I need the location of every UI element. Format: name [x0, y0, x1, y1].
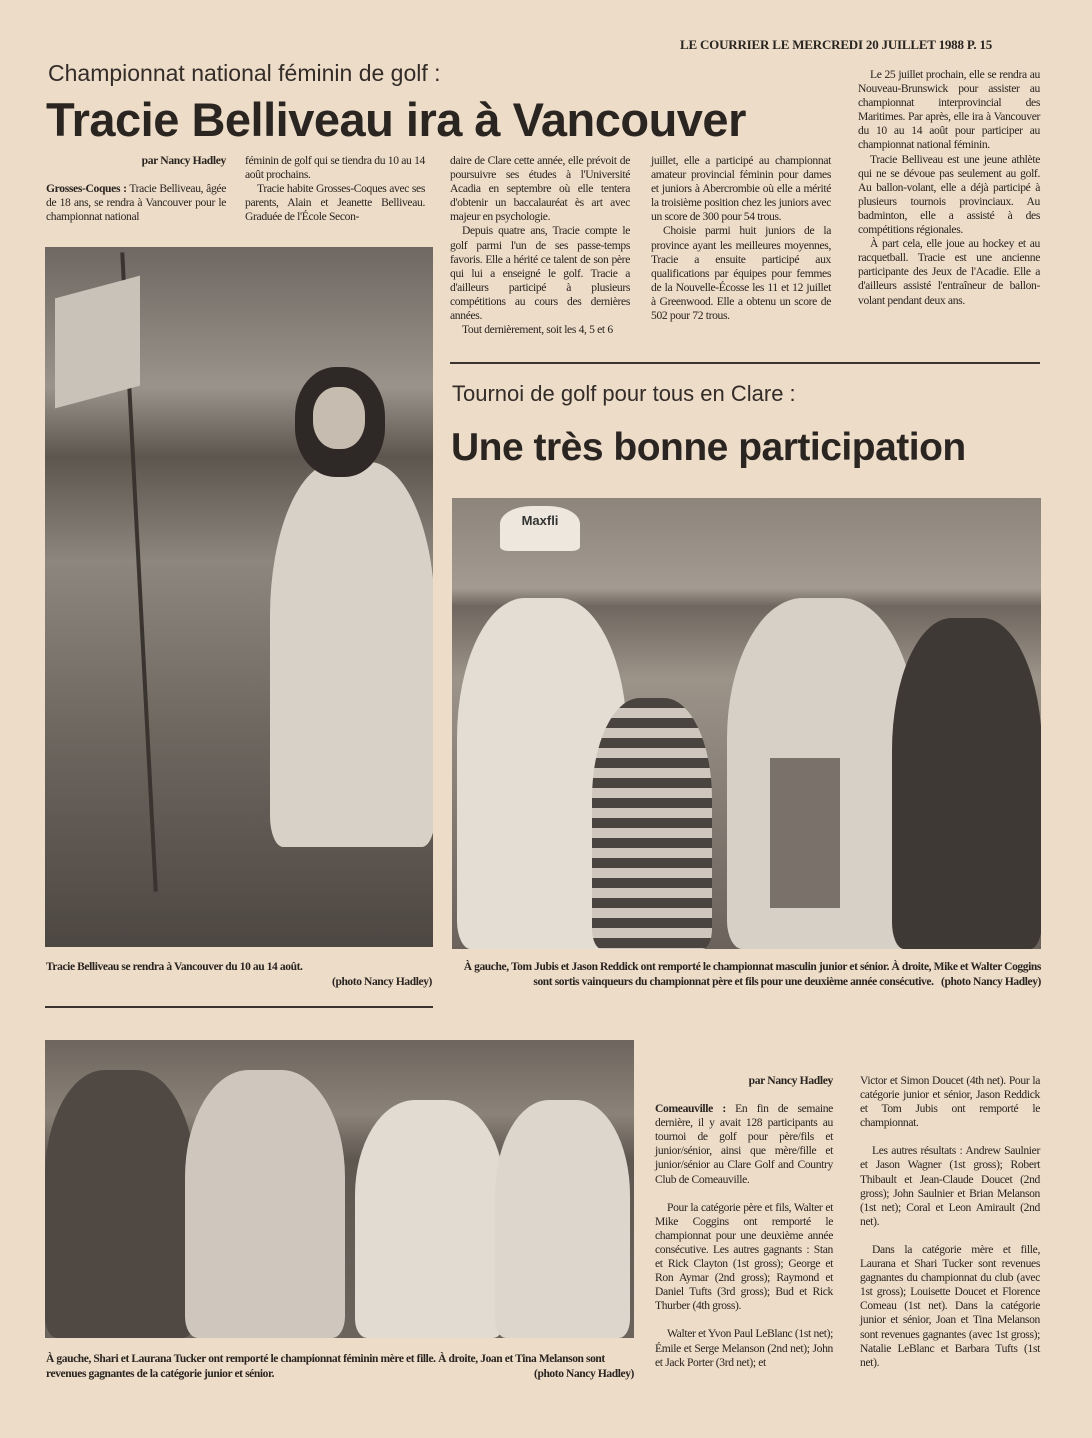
dateline: Grosses-Coques : — [46, 182, 127, 196]
article2-column-b — [860, 1074, 1040, 1370]
paragraph: Tout dernièrement, soit les 4, 5 et 6 — [462, 323, 613, 337]
paragraph: Victor et Simon Doucet (4th net). Pour la catégorie junior et sénior, Jason Reddick et Tom Jubis ont remporté le championnat. — [860, 1074, 1040, 1130]
byline: par Nancy Hadley — [141, 154, 226, 167]
photo-credit: (photo Nancy Hadley) — [941, 976, 1041, 988]
photo2-caption — [452, 960, 1041, 990]
article1-headline: Tracie Belliveau ira à Vancouver — [46, 93, 746, 146]
photo1-caption: Tracie Belliveau se rendra à Vancouver du 10 au 14 août. — [46, 961, 303, 973]
paragraph: Tracie habite Grosses-Coques avec ses parents, Alain et Jeanette Belliveau. Graduée de l'École Secon- — [245, 182, 425, 224]
photo-mother-daughter-winners — [45, 1040, 634, 1338]
photo-junior-senior-winners — [452, 498, 1041, 949]
flag — [55, 276, 140, 409]
dateline: Comeauville : — [655, 1102, 726, 1116]
paragraph: Dans la catégorie mère et fille, Laurana et Shari Tucker sont revenues gagnantes du championnat du club (avec 1st gross); Louisette Doucet et Florence Comeau (1st net). Dans la catégorie junior et sénior, Joan et Tina Melanson sont revenues gagnantes (avec 1st gross); Natalie LeBlanc et Barbara Tufts (1st net). — [860, 1242, 1040, 1369]
paragraph: daire de Clare cette année, elle prévoit de poursuivre ses études à l'Université Acadia en septembre où elle tentera d'obtenir un baccalauréat ès art avec majeur en psychologie. — [450, 154, 630, 224]
article1-column-3 — [450, 154, 630, 337]
person-walter-coggins — [892, 618, 1041, 949]
paragraph: Les autres résultats : Andrew Saulnier et Jason Wagner (1st gross); Robert Thibault et Jean-Claude Doucet (2nd gross); John Saulnier et Brian Melanson (1st net); Coral et Leon Amirault (2nd net). — [860, 1144, 1040, 1228]
divider — [450, 362, 1040, 364]
person-tina-melanson — [495, 1100, 630, 1338]
paragraph: féminin de golf qui se tiendra du 10 au 14 août prochains. — [245, 154, 425, 182]
paragraph: Depuis quatre ans, Tracie compte le golf parmi l'un de ses passe-temps favoris. Elle a hérité ce talent de son père qui lui a enseigné le golf. Tracie a d'ailleurs participé à plusieurs compétitions au cours des dernières années. — [450, 224, 630, 323]
article1-column-4 — [651, 154, 831, 323]
paragraph: Walter et Yvon Paul LeBlanc (1st net); Émile et Serge Melanson (2nd net); John et Jack Porter (3rd net); et — [655, 1327, 833, 1369]
article1-kicker: Championnat national féminin de golf : — [48, 60, 441, 86]
photo1-credit: (photo Nancy Hadley) — [332, 976, 432, 988]
face — [313, 387, 365, 449]
person-laurana-tucker — [185, 1070, 345, 1338]
person-tracie — [270, 462, 433, 847]
paragraph: Tracie Belliveau, âgée de 18 ans, se rendra à Vancouver pour le championnat national — [46, 182, 226, 224]
trophy — [770, 758, 840, 908]
person-jason-reddick — [592, 698, 712, 949]
paragraph: juillet, elle a participé au championnat amateur provincial féminin pour dames et juniors à Abercrombie où elle a mérité la troisième position chez les juniors avec un score de 300 pour 54 trous. — [651, 154, 831, 224]
paragraph: Pour la catégorie père et fils, Walter et Mike Coggins ont remporté le championnat pour une deuxième année consécutive. Les autres gagnants : Stan et Rick Clayton (1st gross); George et Ron Aymar (2nd gross); Raymond et Daniel Tufts (3rd gross); Bud et Rick Thurber (4th gross). — [655, 1200, 833, 1313]
paragraph: Tracie Belliveau est une jeune athlète qui ne se dévoue pas seulement au golf. Au ballon-volant, elle a déjà participé à plusieurs tournois provinciaux. Au badminton, elle a assisté à des compétitions régionales. — [858, 152, 1040, 237]
paragraph: Le 25 juillet prochain, elle se rendra au Nouveau-Brunswick pour assister au championnat interprovincial des Maritimes. Par après, elle ira à Vancouver du 10 au 14 août pour participer au championnat national féminin. — [858, 68, 1040, 152]
paragraph: Choisie parmi huit juniors de la province ayant les meilleures moyennes, Tracie a ensuite participé aux qualifications par équipes pour femmes de la Nouvelle-Écosse les 11 et 12 juillet à Greenwood. Elle a obtenu un score de 502 pour 72 trous. — [651, 224, 831, 323]
person-joan-melanson — [355, 1100, 505, 1338]
article2-column-a — [655, 1074, 833, 1370]
caption-text: À gauche, Shari et Laurana Tucker ont remporté le championnat féminin mère et fille. À droite, Joan et Tina Melanson sont revenues gagnantes de la catégorie junior et sénior. — [46, 1353, 605, 1380]
page-folio: LE COURRIER LE MERCREDI 20 JUILLET 1988 P. 15 — [680, 37, 993, 52]
cap-logo: Maxfli — [500, 506, 580, 551]
article2-kicker: Tournoi de golf pour tous en Clare : — [452, 381, 796, 406]
article1-column-5 — [858, 68, 1040, 308]
caption-text: À gauche, Tom Jubis et Jason Reddick ont remporté le championnat masculin junior et sénior. À droite, Mike et Walter Coggins sont sortis vainqueurs du championnat père et fils pour une deuxième année consécutive. — [463, 961, 1041, 988]
article1-column-1 — [46, 154, 226, 224]
article1-column-2 — [245, 154, 425, 224]
article2-headline: Une très bonne participation — [451, 426, 966, 469]
divider — [45, 1006, 433, 1008]
photo-tracie-belliveau — [45, 247, 433, 947]
photo3-caption — [46, 1352, 634, 1382]
paragraph: En fin de semaine dernière, il y avait 128 participants au tournoi de golf pour père/fils et junior/sénior, ainsi que mère/fille et junior/sénior au Clare Golf and Country Club de Comeauville. — [655, 1102, 833, 1186]
paragraph: À part cela, elle joue au hockey et au racquetball. Tracie est une ancienne participante des Jeux de l'Acadie. Elle a d'ailleurs assisté l'entraîneur de ballon-volant pendant deux ans. — [858, 237, 1040, 307]
photo-credit: (photo Nancy Hadley) — [534, 1368, 634, 1380]
person-shari-tucker — [45, 1070, 195, 1338]
byline: par Nancy Hadley — [748, 1074, 833, 1087]
